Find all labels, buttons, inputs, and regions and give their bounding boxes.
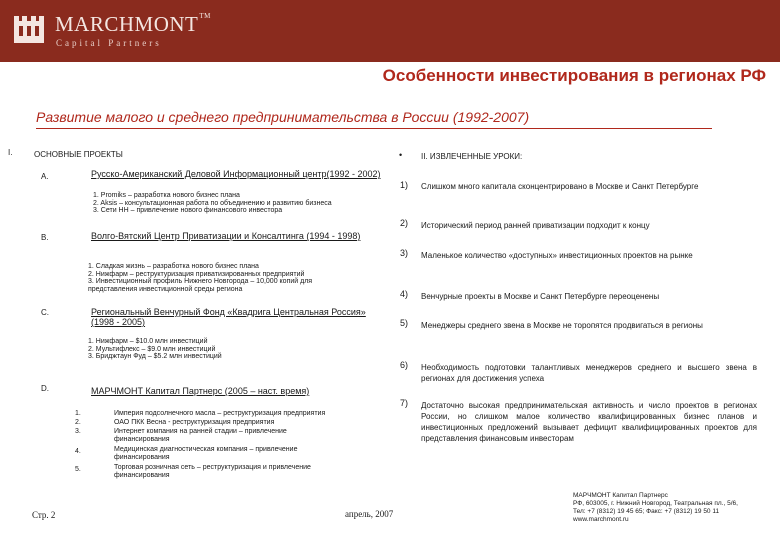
lesson-text: Менеджеры среднего звена в Москве не торопятся продвигаться в регионы	[421, 321, 703, 330]
project-items	[93, 192, 383, 215]
bullet-icon: •	[399, 150, 403, 160]
project-title: МАРЧМОНТ Капитал Партнерс (2005 – наст. время)	[91, 386, 310, 396]
list-item: Медицинская диагностическая компания – привлечение финансирования	[114, 446, 298, 461]
footer-contact	[573, 492, 773, 524]
list-number: 3.	[75, 428, 81, 435]
list-item: 2. Aksis – консультационная работа по объединению и развитию бизнеса	[93, 199, 332, 207]
list-item: 1. Promiks – разработка нового бизнес плана	[93, 192, 240, 199]
section-title-lessons: II. ИЗВЛЕЧЕННЫЕ УРОКИ:	[421, 152, 523, 161]
project-items	[88, 263, 363, 293]
list-item: 2. Мультифлекс – $9.0 млн инвестиций	[88, 345, 216, 353]
list-item: Интернет компания на ранней стадии – привлечение финансирования	[114, 428, 287, 443]
subtitle-divider	[36, 128, 712, 129]
section-title-projects: ОСНОВНЫЕ ПРОЕКТЫ	[34, 150, 123, 159]
project-letter: B.	[41, 233, 49, 242]
lesson-number: 4)	[400, 289, 409, 299]
list-item: Торговая розничная сеть – реструктуризация и привлечение финансирования	[114, 464, 311, 479]
list-item: 2. Нижфарм – реструктуризация приватизированных предприятий	[88, 270, 305, 278]
list-number: 1.	[75, 410, 81, 417]
page-title: Особенности инвестирования в регионах РФ	[382, 66, 766, 85]
list-item: Империя подсолнечного масла – реструктуризация предприятия	[114, 410, 326, 417]
lesson-number: 2)	[400, 218, 409, 228]
project-letter: D.	[41, 384, 49, 393]
contact-address: РФ, 603005, г. Нижний Новгород, Театральная пл., 5/6,	[573, 500, 738, 507]
lesson-text: Исторический период ранней приватизации подходит к концу	[421, 221, 650, 230]
list-item: 3. Инвестиционный профиль Нижнего Новгорода – 10,000 копий для представления инвестиционной среды региона	[88, 278, 313, 293]
page-number: Стр. 2	[32, 510, 56, 520]
lesson-text: Необходимость подготовки талантливых менеджеров среднего и высшего звена в регионах для достижения успеха	[421, 363, 757, 383]
lesson-number: 1)	[400, 180, 409, 190]
project-title: Региональный Венчурный Фонд «Квадрига Центральная Россия» (1998 - 2005)	[91, 307, 366, 327]
list-number: 4.	[75, 448, 81, 455]
list-item: 1. Нижфарм – $10.0 млн инвестиций	[88, 338, 208, 345]
brand-name: MARCHMONT™	[55, 12, 211, 36]
contact-website: www.marchmont.ru	[573, 516, 629, 523]
lesson-number: 5)	[400, 318, 409, 328]
contact-phone: Тел: +7 (8312) 19 45 65; Факс: +7 (8312) 19 50 11	[573, 508, 720, 515]
slide-subtitle: Развитие малого и среднего предпринимательства в России (1992-2007)	[36, 109, 530, 125]
project-title: Русско-Американский Деловой Информационный центр(1992 - 2002)	[91, 169, 381, 179]
lesson-number: 3)	[400, 248, 409, 258]
list-item: 1. Сладкая жизнь – разработка нового бизнес плана	[88, 263, 259, 270]
list-number: 5.	[75, 466, 81, 473]
list-item: 3. Сети НН – привлечение нового финансового инвестора	[93, 207, 283, 214]
section-number: I.	[8, 148, 13, 157]
project-items	[88, 338, 378, 361]
header-band	[0, 0, 780, 62]
project-letter: A.	[41, 172, 49, 181]
brand-subtitle: Capital Partners	[56, 38, 162, 48]
lesson-text: Слишком много капитала сконцентрировано в Москве и Санкт Петербурге	[421, 182, 699, 191]
list-number: 2.	[75, 419, 81, 426]
lesson-number: 6)	[400, 360, 409, 370]
castle-tower-icon	[12, 13, 46, 43]
lesson-text: Маленькое количество «доступных» инвестиционных проектов на рынке	[421, 251, 693, 260]
contact-company: МАРЧМОНТ Капитал Партнерс	[573, 492, 668, 499]
project-title: Волго-Вятский Центр Приватизации и Консалтинга (1994 - 1998)	[91, 231, 361, 241]
list-item: 3. Бриджтаун Фуд – $5.2 млн инвестиций	[88, 353, 222, 360]
lesson-number: 7)	[400, 398, 409, 408]
project-letter: C.	[41, 308, 49, 317]
footer-date: апрель, 2007	[345, 509, 394, 519]
lesson-text: Венчурные проекты в Москве и Санкт Петербурге переоценены	[421, 292, 660, 301]
lesson-text: Достаточно высокая предпринимательская активность и число проектов в регионах России, но слишком малое количество квалифицированных бизнес планов и инвестиционных предложений вызывает дефицит квалифицированных проектов для представления финансовым инвесторам	[421, 401, 757, 443]
list-item: ОАО ПКК Весна - реструктуризация предприятия	[114, 419, 275, 426]
